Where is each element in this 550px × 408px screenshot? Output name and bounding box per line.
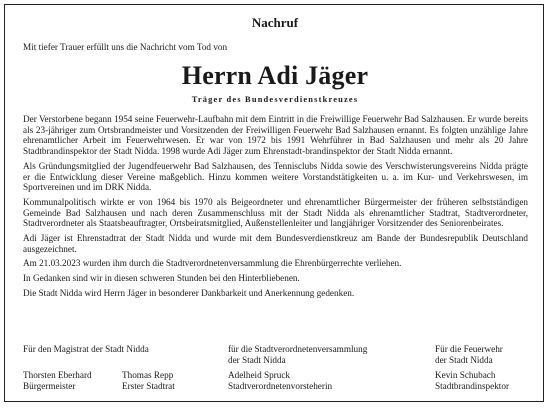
intro-line: Mit tiefer Trauer erfüllt uns die Nachricht vom Tod von: [23, 42, 228, 52]
paragraph-citizenship: Am 21.03.2023 wurden ihm durch die Stadtverordnetenversammlung die Ehrenbürgerrechte verliehen.: [23, 258, 402, 269]
paragraph-politics: Kommunalpolitisch wirkte er von 1964 bis 1970 als Beigeordneter und ehrenamtlicher Bürgermeister der früheren selbstständigen Gemeinde Bad Salzhausen und nach deren Zusammenschluss mit der Stadt Nidda als ehrenamtlicher Stadtrat, Stadtverordneter, Stadtverordneter als Staatsbeauftragter, Ortsbeiratsmitglied, Außenstellenleiter und langjähriger Vorsitzender des Seniorenbeirates.: [23, 196, 528, 229]
signature-magistrat-heading: Für den Magistrat der Stadt Nidda: [23, 344, 149, 354]
paragraph-condolence: In Gedanken sind wir in diesen schweren Stunden bei den Hinterbliebenen.: [23, 273, 300, 284]
paragraph-honors: Adi Jäger ist Ehrenstadtrat der Stadt Nidda und wurde mit dem Bundesverdienstkreuz am Bande der Bundesrepublik Deutschland ausgezeichnet.: [23, 233, 528, 254]
paragraph-associations: Als Gründungsmitglied der Jugendfeuerwehr Bad Salzhausen, des Tennisclubs Nidda sowie des Verschwisterungsvereins Nidda prägte er die Entwicklung dieser Vereine maßgeblich. Hinzu kommen weitere Vorstandstätigkeiten u. a. im Kur- und Verkehrswesen, im Sportvereinen und im DRK Nidda.: [23, 160, 528, 193]
signature-eberhard: Thorsten Eberhard Bürgermeister: [23, 370, 92, 391]
notice-heading: Nachruf: [251, 15, 299, 30]
paragraph-career: Der Verstorbene begann 1954 seine Feuerwehr-Laufbahn mit dem Eintritt in die Freiwillige Feuerwehr Bad Salzhausen. Er wurde bereits als 23-jähriger zum Ortsbrandmeister und Vorsitzenden der Freiwilligen Feuerwehr Bad Salzhausen ernannt. Es folgten unzählige Jahre ehrenamtlicher Arbeit im Feuerwehrwesen. Er war von 1972 bis 1991 Wehrführer in Bad Salzhausen und mehr als 20 Jahre Stadtbrandinspektor der Stadt Nidda. 1998 wurde Adi Jäger zum Ehrenstadt-brandinspektor der Stadt Nidda ernannt.: [23, 114, 528, 157]
signature-spruck: Adelheid Spruck Stadtverordnetenvorsteherin: [228, 370, 333, 391]
paragraph-remembrance: Die Stadt Nidda wird Herrn Jäger in besonderer Dankbarkeit und Anerkennung gedenken.: [23, 287, 355, 298]
signature-repp: Thomas Repp Erster Stadtrat: [122, 370, 175, 391]
deceased-name: Herrn Adi Jäger: [181, 61, 369, 90]
obituary-body: [23, 114, 528, 303]
signature-feuerwehr-heading: Für die Feuerwehr der Stadt Nidda: [435, 344, 503, 365]
signature-svv-heading: für die Stadtverordnetenversammlung der Stadt Nidda: [228, 344, 368, 365]
signature-schubach: Kevin Schubach Stadtbrandinspektor: [435, 370, 509, 391]
honor-subtitle: Träger des Bundesverdienstkreuzes: [191, 95, 359, 104]
